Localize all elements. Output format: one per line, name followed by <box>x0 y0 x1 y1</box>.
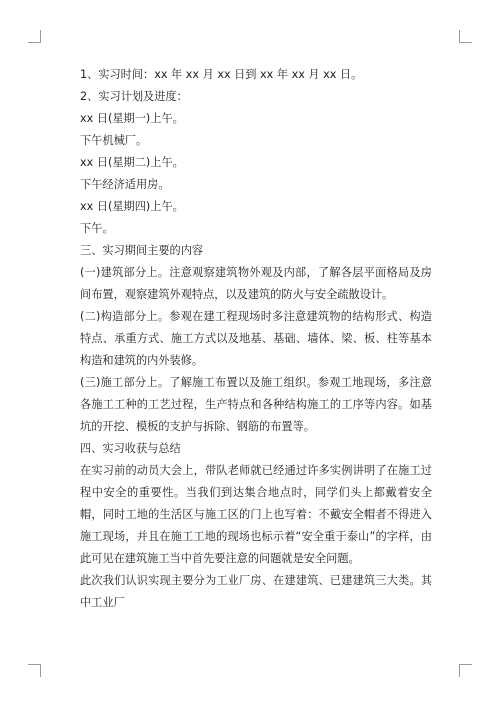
paragraph-safety: 在实习前的动员大会上，带队老师就已经通过许多实例讲明了在施工过程中安全的重要性。当我们到达集合地点时，同学们头上都戴着安全帽，同时工地的生活区与施工区的门上也写着：不戴安全帽者不得进入施工现场，并且在施工工地的现场也标示着“安全重于泰山”的字样，由此可见在建筑施工当中首先要注意的问题就是安全问题。 <box>80 464 432 565</box>
paragraph-thursday-afternoon: 下午。 <box>80 222 114 235</box>
paragraph-thursday-morning: xx 日(星期四)上午。 <box>80 200 184 213</box>
paragraph-construction-work: (三)施工部分上。了解施工布置以及施工组织。参观工地现场，多注意各施工工种的工艺过程，生产特点和各种结构施工的工序等内容。如基坑的开挖、模板的支护与拆除、钢筋的布置等。 <box>80 376 432 433</box>
paragraph-architecture: (一)建筑部分上。注意观察建筑物外观及内部，了解各层平面格局及房间布置，观察建筑外观特点，以及建筑的防火与安全疏散设计。 <box>80 266 432 301</box>
crop-mark-top-right <box>459 30 472 43</box>
section-heading-contents: 三、实习期间主要的内容 <box>80 244 204 257</box>
crop-mark-top-left <box>28 30 41 43</box>
paragraph-plan-heading: 2、实习计划及进度： <box>80 90 188 103</box>
section-heading-summary: 四、实习收获与总结 <box>80 442 181 455</box>
paragraph-categories: 此次我们认识实现主要分为工业厂房、在建建筑、已建建筑三大类。其中工业厂 <box>80 574 432 609</box>
document-body <box>80 64 432 614</box>
paragraph-monday-morning: xx 日(星期一)上午。 <box>80 112 184 125</box>
paragraph-tuesday-afternoon: 下午经济适用房。 <box>80 178 170 191</box>
paragraph-tuesday-morning: xx 日(星期二)上午。 <box>80 156 184 169</box>
crop-mark-bottom-right <box>459 664 472 677</box>
paragraph-construction-structure: (二)构造部分上。参观在建工程现场时多注意建筑物的结构形式、构造特点、承重方式、施工方式以及地基、基础、墙体、梁、板、柱等基本构造和建筑的内外装修。 <box>80 310 432 367</box>
paragraph-internship-time: 1、实习时间：xx 年 xx 月 xx 日到 xx 年 xx 月 xx 日。 <box>80 68 363 81</box>
crop-mark-bottom-left <box>28 664 41 677</box>
paragraph-monday-afternoon: 下午机械厂。 <box>80 134 148 147</box>
